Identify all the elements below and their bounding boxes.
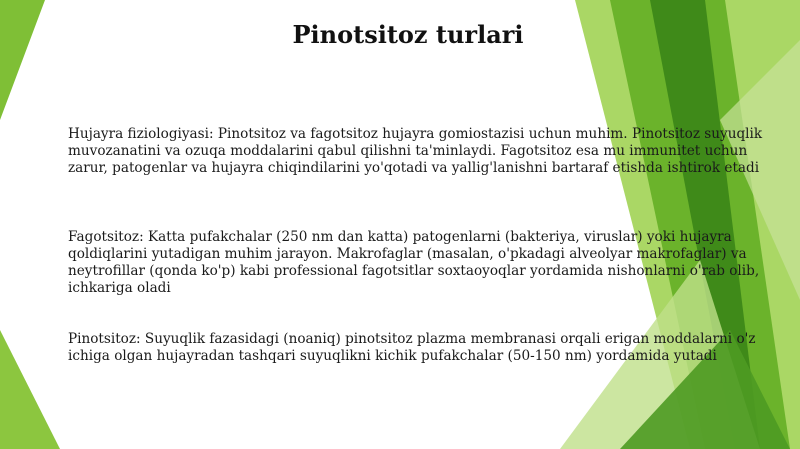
paragraph-phagocytosis: Fagotsitoz: Katta pufakchalar (250 nm dan katta) patogenlarni (bakteriya, viruslar) yoki hujayra qoldiqlarini yutadigan muhim jarayon. Makrofaglar (masalan, o'pkadagi alveolyar makrofaglar) va neytrofillar (qonda ko'p) kabi professional fagotsitlar soxtaoyoqlar yordamida nishonlarni o'rab olib, ichkariga oladi xyxy=(68,229,760,296)
paragraph-cell-physiology: Hujayra fiziologiyasi: Pinotsitoz va fagotsitoz hujayra gomiostazisi uchun muhim. Pinotsitoz suyuqlik muvozanatini va ozuqa moddalarini qabul qilishni ta'minlaydi. Fagotsitoz esa mu immunitet uchun zarur, patogenlar va hujayra chiqindilarini yo'qotadi va yallig'lanishni bartaraf etishda ishtirok etadi xyxy=(68,126,763,176)
left-green-band xyxy=(0,0,45,120)
left-bottom-green xyxy=(0,330,60,449)
paragraph-pinocytosis: Pinotsitoz: Suyuqlik fazasidagi (noaniq) pinotsitoz plazma membranasi orqali erigan moddalarni o'z ichiga olgan hujayradan tashqari suyuqlikni kichik pufakchalar (50-150 nm) yordamida yutadi xyxy=(68,331,756,364)
slide-title: Pinotsitoz turlari xyxy=(292,20,524,49)
